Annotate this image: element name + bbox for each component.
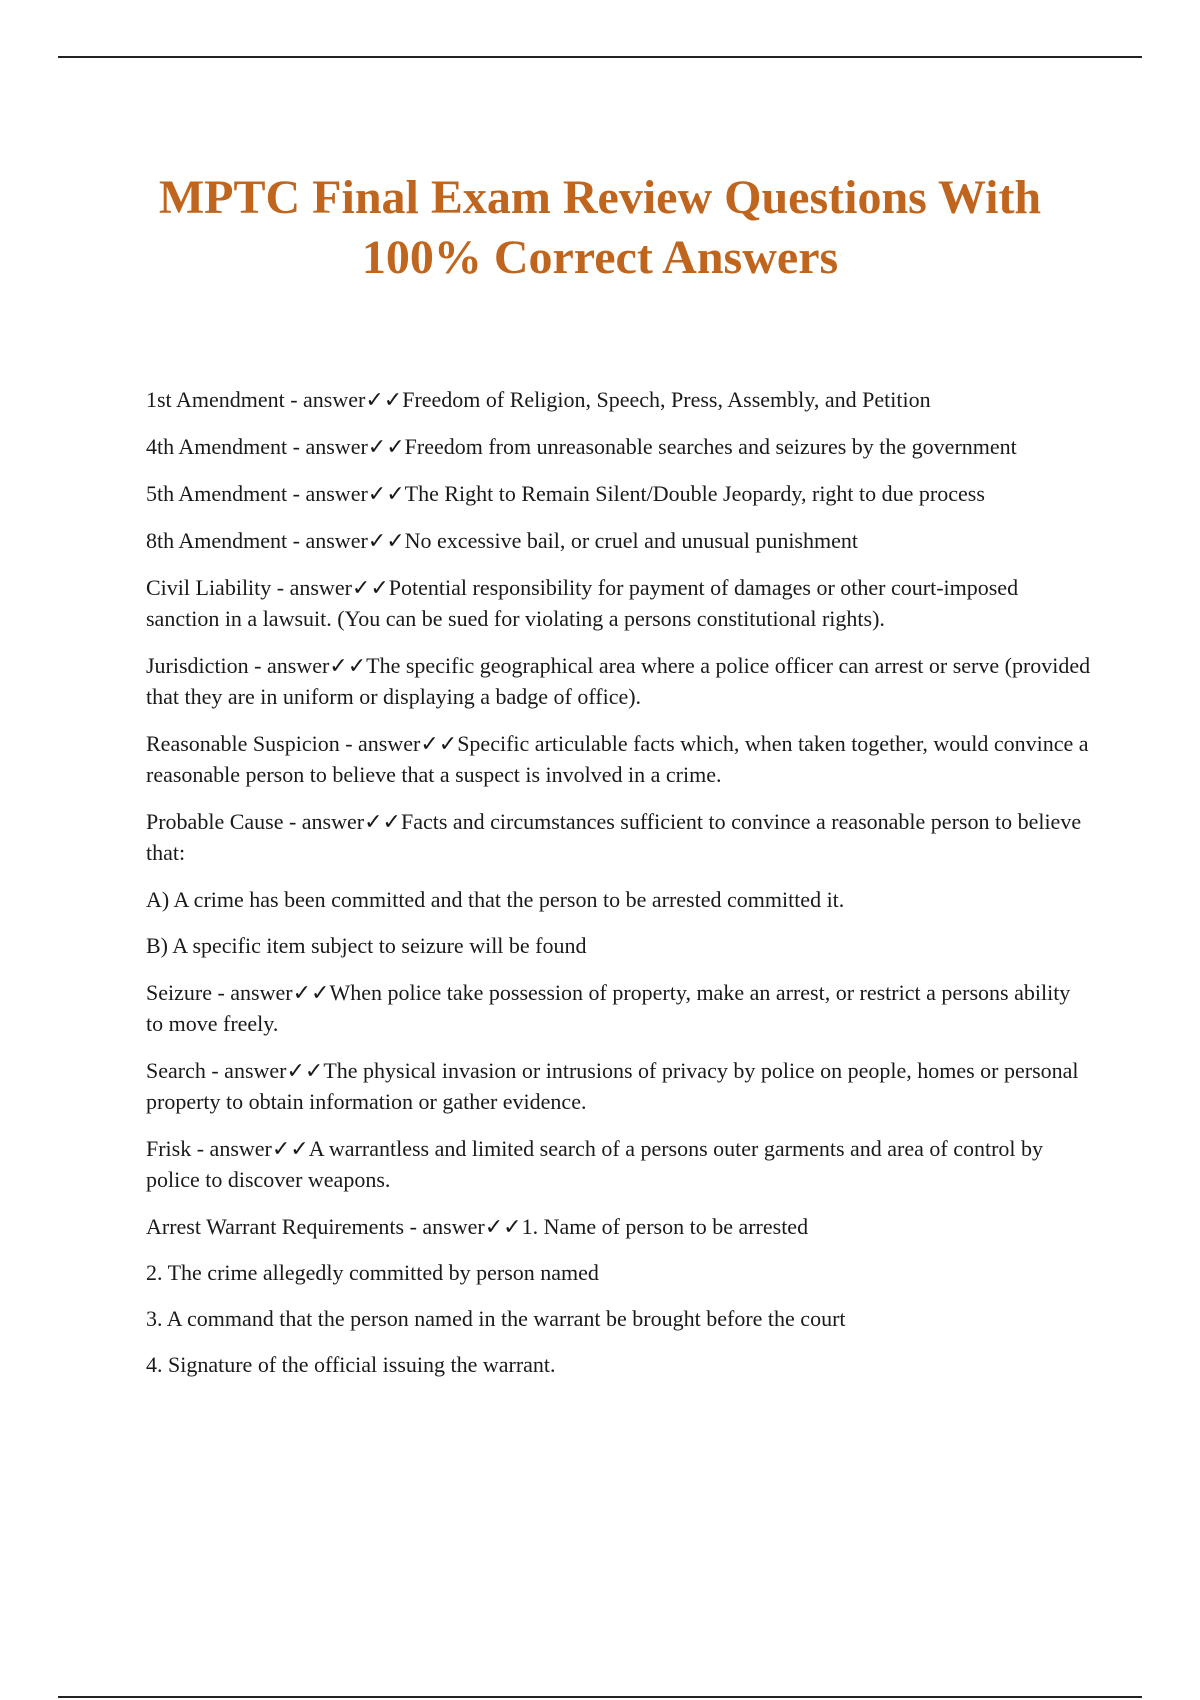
entry-arrest-warrant-2: 2. The crime allegedly committed by person named bbox=[146, 1260, 599, 1285]
entry-search: Search - answer✓✓The physical invasion or intrusions of privacy by police on people, homes or personal property to obtain information or gather evidence. bbox=[146, 1058, 1079, 1114]
entry-5th-amendment: 5th Amendment - answer✓✓The Right to Remain Silent/Double Jeopardy, right to due process bbox=[146, 481, 985, 506]
title-line-2: 100% Correct Answers bbox=[361, 231, 839, 284]
entry-seizure: Seizure - answer✓✓When police take possession of property, make an arrest, or restrict a persons ability to move freely. bbox=[146, 980, 1071, 1036]
document-title bbox=[100, 168, 1100, 288]
header-rule bbox=[58, 56, 1142, 58]
entry-frisk: Frisk - answer✓✓A warrantless and limited search of a persons outer garments and area of control by police to discover weapons. bbox=[146, 1136, 1044, 1192]
entry-4th-amendment: 4th Amendment - answer✓✓Freedom from unreasonable searches and seizures by the government bbox=[146, 434, 1017, 459]
entry-arrest-warrant-3: 3. A command that the person named in the warrant be brought before the court bbox=[146, 1306, 846, 1331]
entry-probable-cause: Probable Cause - answer✓✓Facts and circumstances sufficient to convince a reasonable person to believe that: bbox=[146, 809, 1082, 865]
entry-probable-cause-b: B) A specific item subject to seizure will be found bbox=[146, 933, 587, 958]
title-line-1: MPTC Final Exam Review Questions With bbox=[158, 171, 1042, 224]
entry-probable-cause-a: A) A crime has been committed and that the person to be arrested committed it. bbox=[146, 887, 845, 912]
entry-reasonable-suspicion: Reasonable Suspicion - answer✓✓Specific articulable facts which, when taken together, would convince a reasonable person to believe that a suspect is involved in a crime. bbox=[146, 731, 1089, 787]
entry-jurisdiction: Jurisdiction - answer✓✓The specific geographical area where a police officer can arrest or serve (provided that they are in uniform or displaying a badge of office). bbox=[146, 653, 1091, 709]
entry-1st-amendment: 1st Amendment - answer✓✓Freedom of Religion, Speech, Press, Assembly, and Petition bbox=[146, 387, 931, 412]
entry-arrest-warrant-4: 4. Signature of the official issuing the warrant. bbox=[146, 1352, 556, 1377]
entry-arrest-warrant: Arrest Warrant Requirements - answer✓✓1. Name of person to be arrested bbox=[146, 1214, 809, 1239]
entry-civil-liability: Civil Liability - answer✓✓Potential responsibility for payment of damages or other court-imposed sanction in a lawsuit. (You can be sued for violating a persons constitutional rights). bbox=[146, 575, 1019, 631]
footer-rule bbox=[58, 1696, 1142, 1698]
entry-8th-amendment: 8th Amendment - answer✓✓No excessive bail, or cruel and unusual punishment bbox=[146, 528, 858, 553]
document-body bbox=[146, 384, 1092, 1396]
